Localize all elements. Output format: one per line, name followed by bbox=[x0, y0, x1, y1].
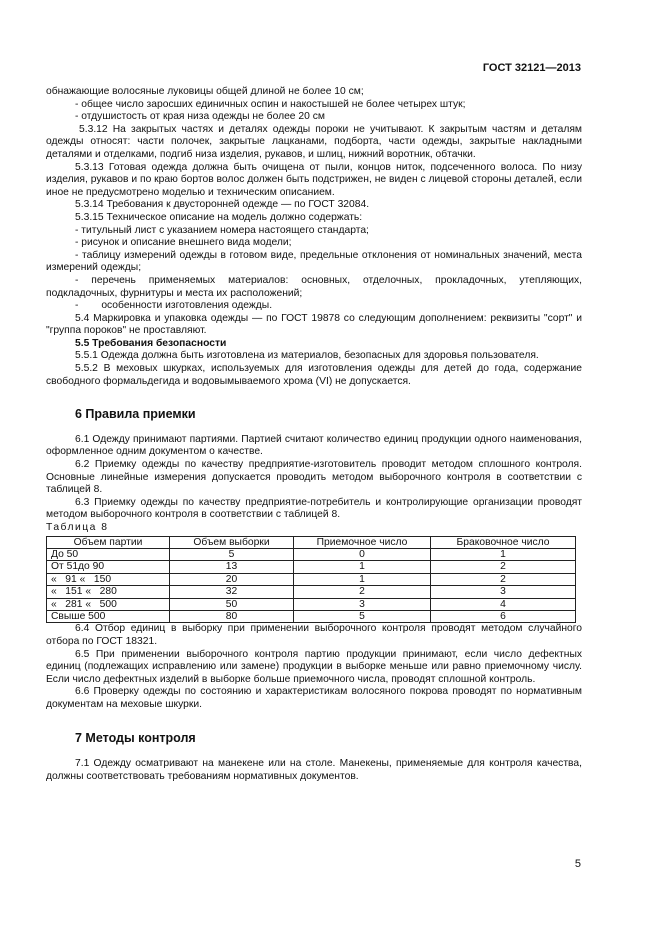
table-cell: 1 bbox=[294, 561, 431, 573]
paragraph-5-4: 5.4 Маркировка и упаковка одежды — по ГОСТ 19878 со следующим дополнением: реквизиты "сорт" и "группа пороков" не проставляют. bbox=[46, 312, 582, 337]
table-cell: 2 bbox=[431, 573, 576, 585]
table-cell: « 151 « 280 bbox=[47, 586, 170, 598]
sampling-table bbox=[46, 536, 576, 624]
paragraph-5-5-1: 5.5.1 Одежда должна быть изготовлена из материалов, безопасных для здоровья пользователя. bbox=[75, 350, 539, 362]
list-item: - отдушистость от края низа одежды не более 20 см bbox=[75, 111, 325, 123]
table-cell: 1 bbox=[294, 573, 431, 585]
table-cell: 2 bbox=[431, 561, 576, 573]
paragraph: обнажающие волосяные луковицы общей длиной не более 10 см; bbox=[46, 86, 364, 97]
table-row bbox=[47, 611, 576, 623]
paragraph-5-3-15: 5.3.15 Техническое описание на модель должно содержать: bbox=[75, 211, 363, 223]
document-header: ГОСТ 32121—2013 bbox=[482, 62, 581, 74]
table-row bbox=[47, 573, 576, 585]
table-cell: 3 bbox=[294, 598, 431, 610]
list-item: - перечень применяемых материалов: основных, отделочных, прокладочных, утепляющих, подкладочных, фурнитуры и места их расположений; bbox=[46, 274, 582, 299]
paragraph-5-5-2: 5.5.2 В меховых шкурках, используемых для изготовления одежды для детей до года, содержание свободного формальдегида и водовымываемого хрома (VI) не допускается. bbox=[46, 363, 582, 387]
paragraph-5-3-14: 5.3.14 Требования к двусторонней одежде — по ГОСТ 32084. bbox=[75, 199, 370, 211]
table-cell: 3 bbox=[431, 586, 576, 598]
section-title-6: 6 Правила приемки bbox=[75, 407, 196, 422]
table-cell: 1 bbox=[431, 549, 576, 561]
list-item: - рисунок и описание внешнего вида модели; bbox=[75, 237, 292, 249]
page-number: 5 bbox=[574, 858, 581, 870]
table-header-row bbox=[47, 536, 576, 548]
list-item: - титульный лист с указанием номера настоящего стандарта; bbox=[75, 224, 369, 236]
list-item: - таблицу измерений одежды в готовом виде, предельные отклонения от номинальных значений, места измерений одежды; bbox=[46, 249, 582, 274]
subsection-title-5-5: 5.5 Требования безопасности bbox=[75, 337, 227, 349]
table-row bbox=[47, 549, 576, 561]
paragraph-6-1: 6.1 Одежду принимают партиями. Партией считают количество единиц продукции одного наименования, оформленное одним документом о качестве. bbox=[46, 433, 582, 458]
table-cell: 20 bbox=[170, 573, 294, 585]
table-cell: 13 bbox=[170, 561, 294, 573]
table-cell: 5 bbox=[294, 611, 431, 623]
list-item: - общее число заросших единичных оспин и накостышей не более четырех штук; bbox=[75, 98, 466, 110]
table-row bbox=[47, 561, 576, 573]
paragraph-6-2: 6.2 Приемку одежды по качеству предприятие-изготовитель проводит методом сплошного контроля. Основные линейные измерения допускается проводить методом выборочного контроля в соответствии с таблицей 8. bbox=[46, 459, 582, 496]
table-cell: « 281 « 500 bbox=[47, 598, 170, 610]
list-item: - особенности изготовления одежды. bbox=[75, 300, 273, 312]
table-cell: 2 bbox=[294, 586, 431, 598]
table-cell: 50 bbox=[170, 598, 294, 610]
column-header: Браковочное число bbox=[431, 536, 576, 548]
paragraph-5-3-12: 5.3.12 На закрытых частях и деталях одежды пороки не учитывают. К закрытым частям и деталям одежды относят: части полочек, закрытые лацканами, подборта, части одежды, закрытые накладными деталями и отделками, подгиб низа изделия, рукавов, и шлиц, нижний воротник, обтачки. bbox=[46, 123, 582, 160]
table-caption: Таблица 8 bbox=[46, 522, 109, 533]
table-cell: От 51до 90 bbox=[47, 561, 170, 573]
table-cell: 6 bbox=[431, 611, 576, 623]
column-header: Приемочное число bbox=[294, 536, 431, 548]
table-cell: 32 bbox=[170, 586, 294, 598]
section-title-7: 7 Методы контроля bbox=[75, 730, 196, 745]
table-cell: 4 bbox=[431, 598, 576, 610]
table-row bbox=[47, 586, 576, 598]
page-content bbox=[46, 86, 582, 783]
table-cell: До 50 bbox=[47, 549, 170, 561]
table-cell: 80 bbox=[170, 611, 294, 623]
table-cell: 0 bbox=[294, 549, 431, 561]
paragraph-7-1: 7.1 Одежду осматривают на манекене или на столе. Манекены, применяемые для контроля качества, должны соответствовать требованиям нормативных документов. bbox=[46, 758, 582, 782]
paragraph-6-6: 6.6 Проверку одежды по состоянию и характеристикам волосяного покрова проводят по нормативным документам на меховые шкурки. bbox=[46, 686, 582, 710]
table-cell: « 91 « 150 bbox=[47, 573, 170, 585]
paragraph-5-3-13: 5.3.13 Готовая одежда должна быть очищена от пыли, концов ниток, подсеченного волоса. По низу изделия, рукавов и по краю бортов волос должен быть подстрижен, не виден с лицевой стороны деталей, если иное не предусмотрено моделью и техническим описанием. bbox=[46, 161, 582, 198]
paragraph-6-3: 6.3 Приемку одежды по качеству предприятие-потребитель и контролирующие организации проводят методом выборочного контроля в соответствии с таблицей 8. bbox=[46, 496, 582, 521]
table-cell: 5 bbox=[170, 549, 294, 561]
table-cell: Свыше 500 bbox=[47, 611, 170, 623]
paragraph-6-5: 6.5 При применении выборочного контроля партию продукции принимают, если число дефектных единиц (подлежащих исправлению или замене) продукции в выборке меньше или равно приемочному числу. Если число дефектных изделий в выборке больше приемочного числа, проводят сплошной контроль. bbox=[46, 648, 582, 685]
paragraph-6-4: 6.4 Отбор единиц в выборку при применении выборочного контроля проводят методом случайного отбора по ГОСТ 18321. bbox=[46, 623, 582, 648]
column-header: Объем выборки bbox=[170, 536, 294, 548]
table-row bbox=[47, 598, 576, 610]
column-header: Объем партии bbox=[47, 536, 170, 548]
